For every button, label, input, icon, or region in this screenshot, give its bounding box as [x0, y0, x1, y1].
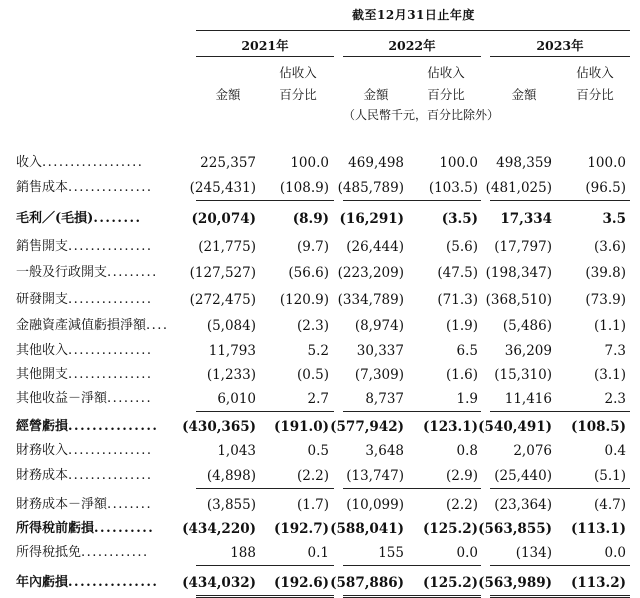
period-header: 截至12月31日止年度: [352, 8, 475, 22]
amount-cell: 1,043: [217, 443, 256, 459]
table-row: [0, 518, 640, 540]
leader-dots: ...............: [68, 180, 153, 195]
year-header-2021: 2021年: [241, 38, 289, 53]
amount-cell: (540,491): [478, 419, 552, 435]
table-row: [0, 388, 640, 410]
row-label-text: 金融資產減值虧損淨額: [16, 318, 147, 333]
percent-cell: 0.0: [456, 545, 478, 561]
row-label: [16, 236, 184, 258]
amount-cell: 30,337: [356, 343, 404, 359]
percent-cell: 1.9: [456, 391, 478, 407]
amount-cell: (245,431): [189, 180, 256, 196]
percent-cell: 5.2: [307, 343, 329, 359]
amount-cell: (434,220): [182, 521, 256, 537]
percent-cell: 2.3: [604, 391, 626, 407]
percent-cell: (4.7): [593, 497, 626, 513]
amount-cell: (481,025): [485, 180, 552, 196]
amount-cell: (23,364): [494, 497, 552, 513]
amount-cell: (134): [515, 545, 552, 561]
amount-cell: (577,942): [330, 419, 404, 435]
col-pct-2023-line2: 百分比: [576, 87, 614, 102]
leader-dots: ..................: [42, 155, 144, 170]
leader-dots: ...............: [68, 292, 153, 307]
year-rule-2023: [490, 56, 630, 57]
leader-dots: ...............: [68, 443, 153, 458]
table-row: [0, 542, 640, 564]
percent-cell: (113.1): [570, 521, 626, 537]
row-label-text: 所得稅抵免: [16, 545, 82, 560]
percent-cell: (96.5): [585, 180, 626, 196]
table-row: [0, 262, 640, 284]
subtotal-rule: [343, 565, 481, 566]
amount-cell: 3,648: [365, 443, 404, 459]
amount-cell: (5,084): [206, 318, 256, 334]
row-label: [16, 440, 184, 462]
amount-cell: 8,737: [365, 391, 404, 407]
percent-cell: (0.5): [296, 367, 329, 383]
percent-cell: (2.9): [445, 468, 478, 484]
percent-cell: 0.8: [456, 443, 478, 459]
row-label-text: 財務成本: [16, 468, 69, 483]
amount-cell: 36,209: [504, 343, 552, 359]
percent-cell: (192.6): [273, 575, 329, 591]
subtotal-rule: [490, 565, 630, 566]
percent-cell: (108.9): [279, 180, 329, 196]
col-pct-2021-line1: 佔收入: [279, 65, 317, 80]
amount-cell: (223,209): [337, 265, 404, 281]
amount-cell: (13,747): [346, 468, 404, 484]
percent-cell: (125.2): [422, 521, 478, 537]
leader-dots: ...............: [68, 575, 159, 590]
row-label: [16, 542, 184, 564]
leader-dots: ........: [107, 497, 153, 512]
year-rule-2021: [196, 56, 334, 57]
leader-dots: ...............: [68, 343, 153, 358]
percent-cell: (2.2): [296, 468, 329, 484]
amount-cell: (4,898): [206, 468, 256, 484]
percent-cell: (1.9): [445, 318, 478, 334]
percent-cell: (73.9): [585, 292, 626, 308]
percent-cell: 7.3: [604, 343, 626, 359]
col-amount-2023: 金額: [511, 87, 537, 102]
amount-cell: 11,416: [504, 391, 552, 407]
amount-cell: 188: [230, 545, 256, 561]
percent-cell: (56.6): [288, 265, 329, 281]
leader-dots: ..........: [94, 521, 155, 536]
col-amount-2021: 金額: [215, 87, 241, 102]
table-row: [0, 364, 640, 386]
percent-cell: (39.8): [585, 265, 626, 281]
row-label-text: 所得稅前虧損: [16, 521, 95, 536]
percent-cell: 100.0: [439, 155, 478, 171]
subtotal-rule: [343, 200, 481, 201]
leader-dots: ........: [93, 211, 142, 226]
percent-cell: 0.5: [307, 443, 329, 459]
percent-cell: 3.5: [602, 211, 626, 227]
leader-dots: ....: [146, 318, 169, 333]
amount-cell: (15,310): [494, 367, 552, 383]
amount-cell: (563,989): [478, 575, 552, 591]
row-label-text: 研發開支: [16, 292, 69, 307]
year-header-2023: 2023年: [536, 38, 584, 53]
percent-cell: (103.5): [428, 180, 478, 196]
percent-cell: (3.1): [593, 367, 626, 383]
amount-cell: (16,291): [339, 211, 404, 227]
leader-dots: ............: [81, 545, 149, 560]
subtotal-rule: [343, 411, 481, 412]
header-rule: [196, 30, 630, 31]
subtotal-rule: [490, 200, 630, 201]
leader-dots: ...............: [68, 419, 159, 434]
percent-cell: (113.2): [570, 575, 626, 591]
amount-cell: (7,309): [354, 367, 404, 383]
row-label-text: 其他收入: [16, 343, 69, 358]
amount-cell: (563,855): [478, 521, 552, 537]
subtotal-rule: [490, 488, 630, 489]
table-row: [0, 494, 640, 516]
percent-cell: (5.6): [445, 239, 478, 255]
amount-cell: 225,357: [200, 155, 256, 171]
table-row: [0, 440, 640, 462]
percent-cell: (47.5): [437, 265, 478, 281]
table-row: [0, 177, 640, 199]
row-label-text: 收入: [16, 155, 43, 170]
col-pct-2022-line2: 百分比: [427, 87, 465, 102]
amount-cell: (3,855): [206, 497, 256, 513]
subtotal-rule: [196, 565, 334, 566]
row-label: [16, 152, 184, 174]
leader-dots: ........: [107, 391, 153, 406]
row-label: [16, 340, 184, 362]
percent-cell: (1.7): [296, 497, 329, 513]
percent-cell: (191.0): [273, 419, 329, 435]
percent-cell: 100.0: [290, 155, 329, 171]
amount-cell: (430,365): [182, 419, 256, 435]
subtotal-rule: [196, 200, 334, 201]
amount-cell: (198,347): [485, 265, 552, 281]
row-label-text: 銷售成本: [16, 180, 69, 195]
amount-cell: (1,233): [206, 367, 256, 383]
table-row: [0, 208, 640, 230]
amount-cell: 6,010: [217, 391, 256, 407]
subtotal-rule: [196, 411, 334, 412]
leader-dots: ...............: [68, 468, 153, 483]
amount-cell: 498,359: [496, 155, 552, 171]
percent-cell: (125.2): [422, 575, 478, 591]
subtotal-rule: [343, 488, 481, 489]
percent-cell: (3.5): [441, 211, 478, 227]
percent-cell: (2.2): [445, 497, 478, 513]
percent-cell: (108.5): [570, 419, 626, 435]
year-rule-2022: [343, 56, 481, 57]
row-label-text: 毛利／(毛損): [16, 211, 94, 226]
amount-cell: 155: [378, 545, 404, 561]
amount-cell: (8,974): [354, 318, 404, 334]
table-row: [0, 572, 640, 594]
row-label-text: 其他收益－淨額: [16, 391, 108, 406]
col-pct-2021-line2: 百分比: [279, 87, 317, 102]
leader-dots: ...............: [68, 367, 153, 382]
amount-cell: (127,527): [189, 265, 256, 281]
amount-cell: 17,334: [500, 211, 552, 227]
percent-cell: (3.6): [593, 239, 626, 255]
leader-dots: .........: [107, 265, 158, 280]
amount-cell: (10,099): [346, 497, 404, 513]
percent-cell: (1.6): [445, 367, 478, 383]
table-row: [0, 315, 640, 337]
percent-cell: (1.1): [593, 318, 626, 334]
percent-cell: (192.7): [273, 521, 329, 537]
subtotal-rule: [490, 411, 630, 412]
amount-cell: (588,041): [330, 521, 404, 537]
amount-cell: 2,076: [513, 443, 552, 459]
col-pct-2022-line1: 佔收入: [427, 65, 465, 80]
row-label-text: 其他開支: [16, 367, 69, 382]
row-label-text: 年內虧損: [16, 575, 69, 590]
row-label-text: 經營虧損: [16, 419, 69, 434]
percent-cell: 2.7: [307, 391, 329, 407]
amount-cell: (5,486): [502, 318, 552, 334]
row-label: [16, 262, 184, 284]
amount-cell: (272,475): [189, 292, 256, 308]
row-label: [16, 208, 184, 230]
row-label: [16, 388, 184, 410]
subtotal-rule: [196, 488, 334, 489]
row-label: [16, 364, 184, 386]
table-row: [0, 465, 640, 487]
row-label-text: 銷售開支: [16, 239, 69, 254]
row-label-text: 財務成本－淨額: [16, 497, 108, 512]
amount-cell: (587,886): [330, 575, 404, 591]
row-label-text: 財務收入: [16, 443, 69, 458]
row-label: [16, 518, 184, 540]
amount-cell: 11,793: [208, 343, 256, 359]
row-label: [16, 465, 184, 487]
amount-cell: (20,074): [191, 211, 256, 227]
table-row: [0, 340, 640, 362]
table-row: [0, 289, 640, 311]
row-label: [16, 416, 184, 438]
percent-cell: (8.9): [292, 211, 329, 227]
amount-cell: (21,775): [198, 239, 256, 255]
amount-cell: 469,498: [348, 155, 404, 171]
amount-cell: (26,444): [346, 239, 404, 255]
amount-cell: (17,797): [494, 239, 552, 255]
table-row: [0, 152, 640, 174]
row-label: [16, 289, 184, 311]
percent-cell: 100.0: [587, 155, 626, 171]
unit-note: （人民幣千元，百分比除外）: [343, 108, 500, 122]
year-header-2022: 2022年: [388, 38, 436, 53]
percent-cell: 0.1: [307, 545, 329, 561]
col-pct-2023-line1: 佔收入: [576, 65, 614, 80]
row-label: [16, 494, 184, 516]
percent-cell: (123.1): [422, 419, 478, 435]
table-row: [0, 416, 640, 438]
percent-cell: 0.0: [604, 545, 626, 561]
percent-cell: 6.5: [456, 343, 478, 359]
percent-cell: (9.7): [296, 239, 329, 255]
percent-cell: (71.3): [437, 292, 478, 308]
amount-cell: (368,510): [485, 292, 552, 308]
percent-cell: 0.4: [604, 443, 626, 459]
table-row: [0, 236, 640, 258]
row-label: [16, 177, 184, 199]
amount-cell: (434,032): [182, 575, 256, 591]
amount-cell: (485,789): [337, 180, 404, 196]
amount-cell: (334,789): [337, 292, 404, 308]
leader-dots: ...............: [68, 239, 153, 254]
col-amount-2022: 金額: [363, 87, 389, 102]
amount-cell: (25,440): [494, 468, 552, 484]
row-label-text: 一般及行政開支: [16, 265, 108, 280]
row-label: [16, 572, 184, 594]
row-label: [16, 315, 184, 337]
percent-cell: (2.3): [296, 318, 329, 334]
percent-cell: (120.9): [279, 292, 329, 308]
percent-cell: (5.1): [593, 468, 626, 484]
